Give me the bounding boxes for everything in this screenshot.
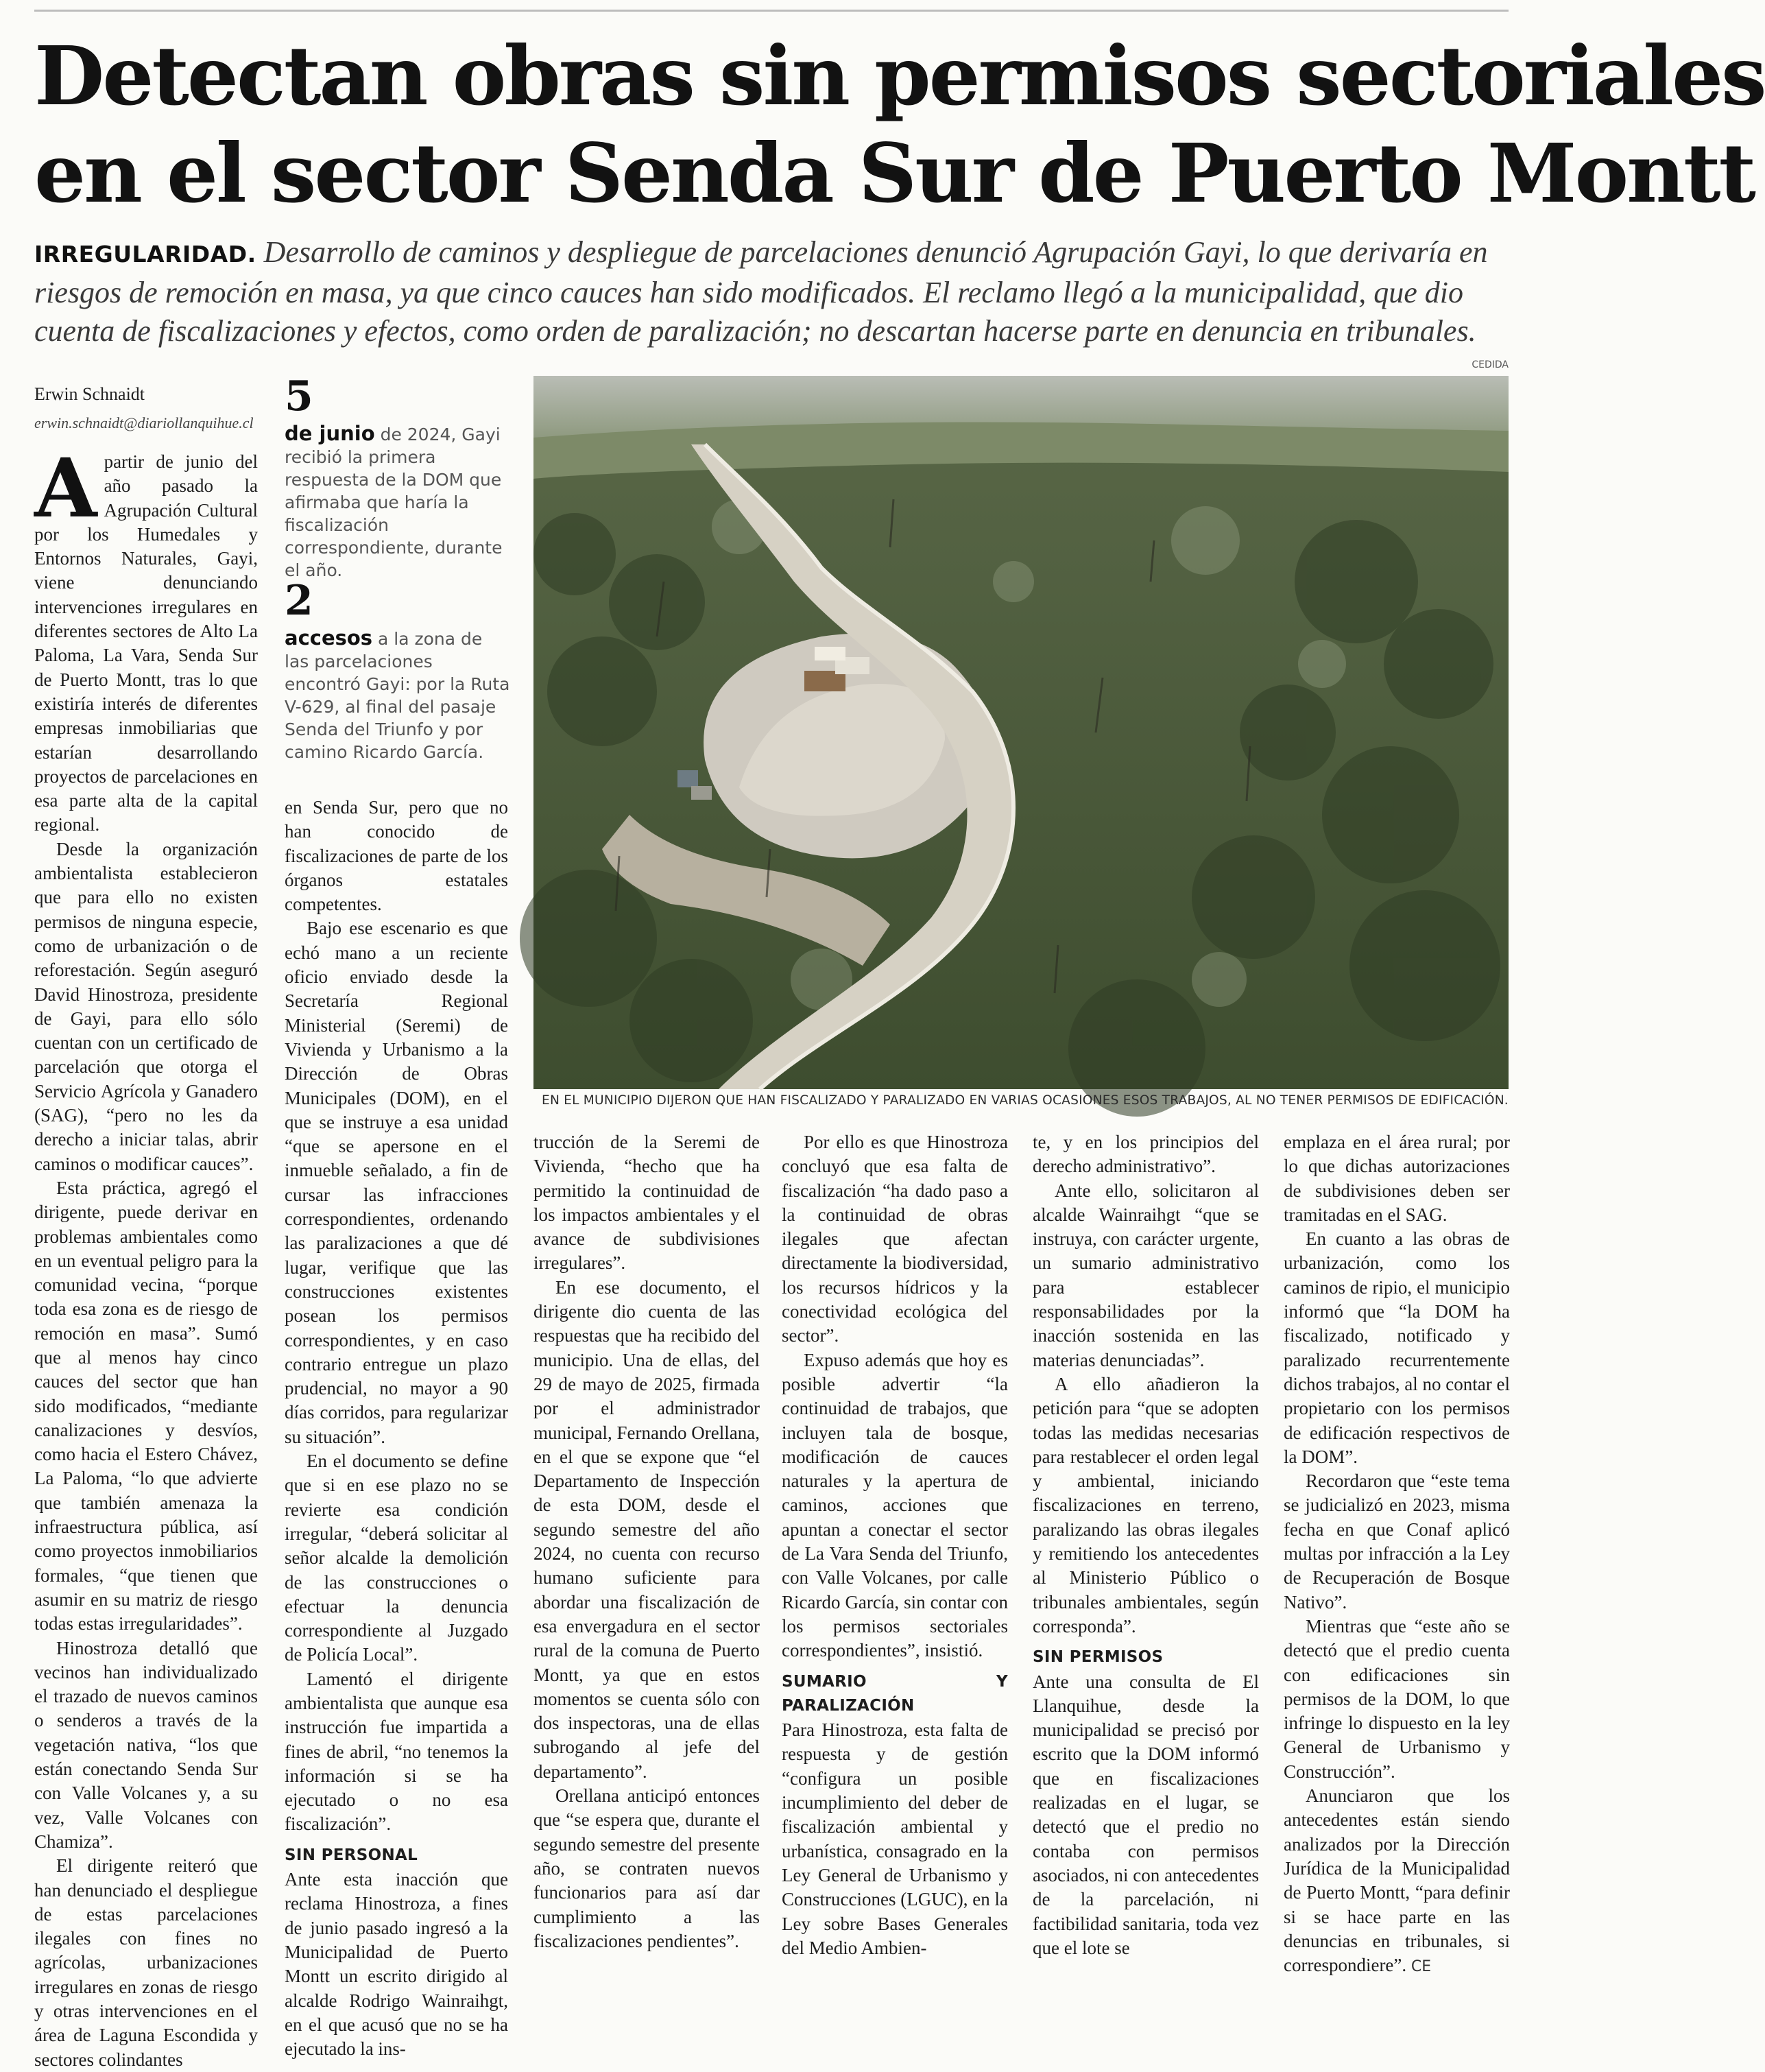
headline xyxy=(34,27,1765,222)
body-column-4 xyxy=(782,1130,1008,1960)
body-paragraph: en Senda Sur, pero que no han conocido de fiscalizaciones de parte de los órganos estatales competentes. xyxy=(285,797,508,915)
body-paragraph: Bajo ese escenario es que echó mano a un reciente oficio enviado desde la Secretaría Regional Ministerial (Seremi) de Vivienda y Urbanismo a la Dirección de Obras Municipales (DOM), en el que se instruye a esa unidad “que se apersone en el inmueble señalado, a fin de cursar las infracciones correspondientes, ordenando las paralizaciones a que dé lugar, verifique que las construcciones existentes posean los permisos correspondientes, y en caso contrario entregue un plazo prudencial, no mayor a 90 días corridos, para regularizar su situación”. xyxy=(285,918,508,1447)
body-column-5 xyxy=(1033,1130,1259,1960)
fact-box-date xyxy=(285,372,511,582)
body-column-2 xyxy=(285,796,508,2061)
end-mark-icon: CE xyxy=(1410,1958,1432,1976)
author-name: Erwin Schnaidt xyxy=(34,384,145,404)
photo-caption: EN EL MUNICIPIO DIJERON QUE HAN FISCALIZADO Y PARALIZADO EN VARIAS OCASIONES ESOS TRABAJOS, AL NO TENER PERMISOS DE EDIFICACIÓN. xyxy=(542,1093,1509,1108)
body-paragraph: Orellana anticipó entonces que “se espera que, durante el segundo semestre del presente año, se contraten nuevos funcionarios para así dar cumplimiento a las fiscalizaciones pendientes”. xyxy=(533,1785,760,1951)
subhead-sin-personal: SIN PERSONAL xyxy=(285,1846,418,1864)
body-paragraph: A ello añadieron la petición para “que se adopten todas las medidas necesarias para restablecer el orden legal y ambiental, iniciando fiscalizaciones en terreno, paralizando las obras ilegales y remitiendo los antecedentes al Ministerio Público o tribunales ambientales, según corresponda”. xyxy=(1033,1373,1259,1636)
body-paragraph: El dirigente reiteró que han denunciado el despliegue de estas parcelaciones ilegales con fines no agrícolas, urbanizaciones irregulares en zonas de riesgo y otras intervenciones en el área de Laguna Escondida y sectores colindantes xyxy=(34,1855,258,2070)
deck-text: Desarrollo de caminos y despliegue de parcelaciones denunció Agrupación Gayi, lo que derivaría en riesgos de remoción en masa, ya que cinco cauces han sido modificados. El reclamo llegó a la municipalidad, que dio cuenta de fiscalizaciones y efectos, como orden de paralización; no descartan hacerse parte en denuncia en tribunales. xyxy=(34,235,1488,348)
deck xyxy=(34,233,1509,350)
aerial-photo xyxy=(533,376,1509,1089)
body-paragraph: En cuanto a las obras de urbanización, como los caminos de ripio, el municipio informó que “la DOM ha fiscalizado, notificado y paralizado recurrentemente dichos trabajos, al no contar el propietario con los permisos de edificación respectivos de la DOM”. xyxy=(1284,1228,1510,1467)
body-column-1 xyxy=(34,440,258,2072)
body-paragraph: Ante una consulta de El Llanquihue, desde la municipalidad se precisó por escrito que la DOM informó que en fiscalizaciones realizadas en el lugar, se detectó que el predio no contaba con permisos asociados, ni con antecedentes de la parcelación, ni factibilidad sanitaria, toda vez que el lote se xyxy=(1033,1671,1259,1958)
fact-text: a la zona de las parcelaciones encontró Gayi: por la Ruta V-629, al final del pasaje Senda del Triunfo y por camino Ricardo García. xyxy=(285,629,510,762)
body-paragraph: Recordaron que “este tema se judicializó en 2023, misma fecha en que Conaf aplicó multas por infracción a la Ley de Recuperación de Bosque Nativo”. xyxy=(1284,1470,1510,1612)
body-paragraph: Esta práctica, agregó el dirigente, puede derivar en problemas ambientales como en un eventual peligro para la comunidad vecina, “porque toda esa zona es de riesgo de remoción en masa”. Sumó que al menos hay cinco cauces del sector que han sido modificados, “mediante canalizaciones y desvíos, como hacia el Estero Chávez, La Paloma, “lo que advierte que también amenaza la infraestructura pública, así como proyectos inmobiliarios formales, “que tienen que asumir en su matriz de riesgo todas estas irregularidades”. xyxy=(34,1177,258,1634)
fact-number: 2 xyxy=(285,577,313,625)
deck-kicker: IRREGULARIDAD. xyxy=(34,241,256,267)
subhead-sumario: SUMARIO Y PARALIZACIÓN xyxy=(782,1672,1008,1715)
byline xyxy=(34,384,267,432)
headline-line-1: Detectan obras sin permisos sectoriales xyxy=(34,28,1765,123)
body-paragraph: emplaza en el área rural; por lo que dichas autorizaciones de subdivisiones deben ser tramitadas en el SAG. xyxy=(1284,1132,1510,1225)
body-paragraph: trucción de la Seremi de Vivienda, “hecho que ha permitido la continuidad de los impactos ambientales y el avance de subdivisiones irregulares”. xyxy=(533,1132,760,1274)
body-paragraph: Anunciaron que los antecedentes están siendo analizados por la Dirección Jurídica de la Municipalidad de Puerto Montt, “para definir si se hace parte en las denuncias en tribunales, si correspondiere”. CE xyxy=(1284,1785,1510,1976)
body-paragraph: Para Hinostroza, esta falta de respuesta y de gestión “configura un posible incumplimiento del deber de fiscalización ambiental y urbanística, consagrado en la Ley General de Urbanismo y Construcciones (LGUC), en la Ley sobre Bases Generales del Medio Ambien- xyxy=(782,1719,1008,1958)
drop-cap: A xyxy=(34,440,97,536)
body-paragraph: En el documento se define que si en ese plazo no se revierte esa condición irregular, “deberá solicitar al señor alcalde la demolición de las construcciones o efectuar la denuncia correspondiente al Juzgado de Policía Local”. xyxy=(285,1451,508,1665)
fact-box-access xyxy=(285,577,511,763)
aerial-photo-illustration xyxy=(533,376,1509,1089)
body-column-3 xyxy=(533,1130,760,1953)
body-paragraph: Desde la organización ambientalista establecieron que para ello no existen permisos de ninguna especie, como de urbanización o de reforestación. Según aseguró David Hinostroza, presidente de Gayi, para ello sólo cuentan con un certificado de parcelación que otorga el Servicio Agrícola y Ganadero (SAG), “pero no les da derecho a iniciar talas, abrir caminos o modificar cauces”. xyxy=(34,838,258,1174)
author-email: erwin.schnaidt@diariollanquihue.cl xyxy=(34,414,254,431)
body-paragraph: Mientras que “este año se detectó que el predio cuenta con edificaciones sin permisos de la DOM, lo que infringe lo dispuesto en la ley General de Urbanismo y Construcción”. xyxy=(1284,1615,1510,1782)
body-column-6 xyxy=(1284,1130,1510,1979)
body-paragraph: Lamentó el dirigente ambientalista que aunque esa instrucción fue impartida a fines de abril, “no tenemos la información si se ha ejecutado o no esa fiscalización”. xyxy=(285,1668,508,1835)
fact-lead: de junio xyxy=(285,422,375,445)
body-paragraph: Ante esta inacción que reclama Hinostroza, a fines de junio pasado ingresó a la Municipalidad de Puerto Montt un escrito dirigido al alcalde Rodrigo Wainraihgt, en el que acusó que no se ha ejecutado la ins- xyxy=(285,1869,508,2060)
body-paragraph: Apartir de junio del año pasado la Agrupación Cultural por los Humedales y Entornos Naturales, Gayi, viene denunciando intervenciones irregulares en diferentes sectores de Alto La Paloma, La Vara, Senda Sur de Puerto Montt, tras lo que existiría interés de diferentes empresas inmobiliarias que estarían desarrollando proyectos de parcelaciones en esa parte alta de la capital regional. xyxy=(34,440,258,835)
photo-credit: CEDIDA xyxy=(1472,359,1509,370)
top-rule xyxy=(34,10,1509,12)
body-paragraph: Hinostroza detalló que vecinos han individualizado el trazado de nuevos caminos o senderos a través de la vegetación nativa, “los que están conectando Senda Sur con Valle Volcanes y, a su vez, Valle Volcanes con Chamiza”. xyxy=(34,1637,258,1852)
fact-text: de 2024, Gayi recibió la primera respuesta de la DOM que afirmaba que haría la fiscalización correspondiente, durante el año. xyxy=(285,425,503,580)
body-paragraph: Por ello es que Hinostroza concluyó que esa falta de fiscalización “ha dado paso a la continuidad de obras ilegales que afectan directamente la biodiversidad, los recursos hídricos y la conectividad ecológica del sector”. xyxy=(782,1132,1008,1346)
body-paragraph: Ante ello, solicitaron al alcalde Wainraihgt “que se instruya, con carácter urgente, un sumario administrativo para establecer responsabilidades por la inacción sostenida en las materias denunciadas”. xyxy=(1033,1180,1259,1370)
fact-number: 5 xyxy=(285,372,313,420)
headline-line-2: en el sector Senda Sur de Puerto Montt xyxy=(34,126,1754,221)
body-paragraph: En ese documento, el dirigente dio cuenta de las respuestas que ha recibido del municipio. Una de ellas, del 29 de mayo de 2025, firmada por el administrador municipal, Fernando Orellana, en el que se expone que “el Departamento de Inspección de esta DOM, desde el segundo semestre del año 2024, no cuenta con recurso humano suficiente para abordar una fiscalización de esa envergadura en el sector rural de la comuna de Puerto Montt, ya que en estos momentos se cuenta sólo con dos inspectoras, una de ellas subrogando al jefe del departamento”. xyxy=(533,1276,760,1782)
body-paragraph: Expuso además que hoy es posible advertir “la continuidad de trabajos, que incluyen tala de bosque, modificación de cauces naturales y la apertura de caminos, acciones que apuntan a conectar el sector de La Vara Senda del Triunfo, con Valle Volcanes, por calle Ricardo García, sin contar con los permisos sectoriales correspondientes”, insistió. xyxy=(782,1349,1008,1661)
fact-lead: accesos xyxy=(285,626,373,650)
subhead-sin-permisos: SIN PERMISOS xyxy=(1033,1648,1164,1667)
body-paragraph: te, y en los principios del derecho administrativo”. xyxy=(1033,1132,1259,1177)
